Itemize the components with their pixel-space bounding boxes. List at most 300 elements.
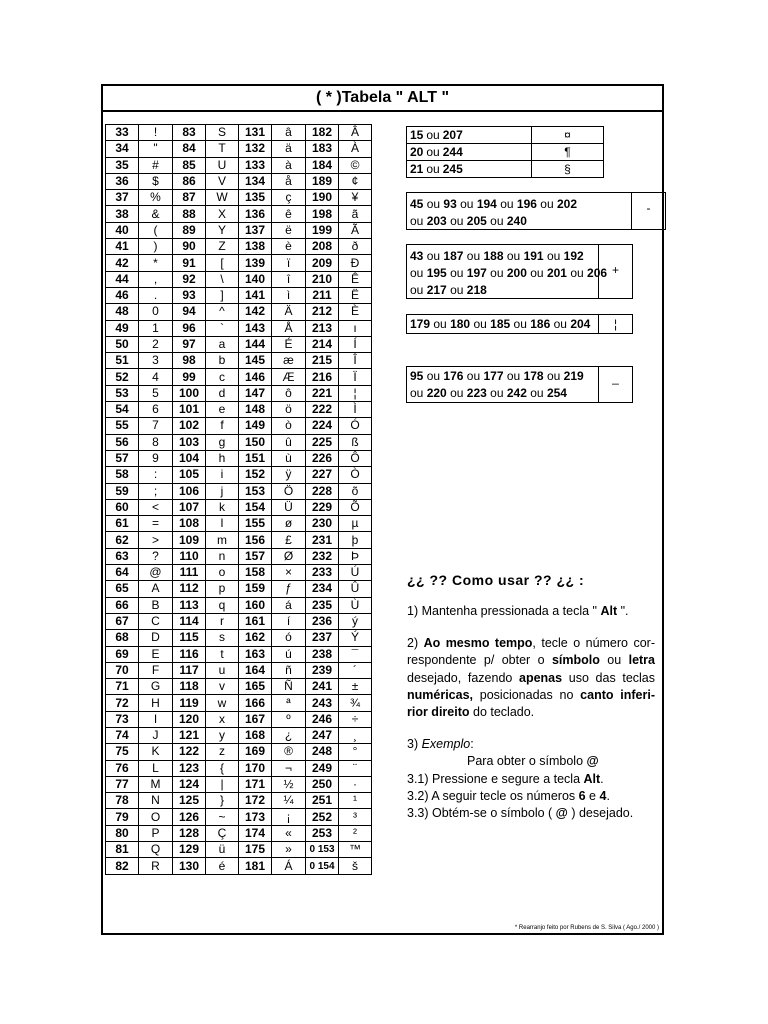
- alt-symbol: r: [206, 613, 239, 629]
- alt-code: 212: [306, 304, 339, 320]
- alt-codes: 15 ou 207: [407, 127, 532, 144]
- alt-code: 213: [306, 320, 339, 336]
- table-row: [106, 613, 372, 629]
- step-1: 1) Mantenha pressionada a tecla " Alt ".: [407, 604, 629, 619]
- alt-code: 150: [239, 434, 272, 450]
- alt-symbol: »: [272, 842, 306, 858]
- alt-symbol: F: [139, 662, 173, 678]
- alt-symbol: ^: [206, 304, 239, 320]
- alt-code: 251: [306, 793, 339, 809]
- alt-symbol: é: [206, 858, 239, 874]
- alt-symbol: e: [206, 402, 239, 418]
- step-2: 2) Ao mesmo tempo, tecle o número cor-respondente p/ obter o símbolo ou letra desejado, fazendo apenas uso das teclas numéricas, posicionadas no canto inferi-rior direito do teclado.: [407, 635, 655, 720]
- alt-symbol: d: [206, 385, 239, 401]
- alt-code: 247: [306, 727, 339, 743]
- alt-symbol: b: [206, 353, 239, 369]
- alt-symbol: G: [139, 679, 173, 695]
- table-row: [106, 727, 372, 743]
- alt-code: 214: [306, 336, 339, 352]
- alt-symbol: ;: [139, 483, 173, 499]
- alt-code: 174: [239, 825, 272, 841]
- alt-code: 111: [173, 565, 206, 581]
- alt-code: 208: [306, 239, 339, 255]
- alt-code: 165: [239, 679, 272, 695]
- alt-code: 221: [306, 385, 339, 401]
- alt-symbol: ¾: [339, 695, 372, 711]
- alt-code: 210: [306, 271, 339, 287]
- alt-symbol: j: [206, 483, 239, 499]
- table-row: [106, 483, 372, 499]
- alt-code: 75: [106, 744, 139, 760]
- alt-code: 65: [106, 581, 139, 597]
- table-row: [106, 336, 372, 352]
- alt-code: 248: [306, 744, 339, 760]
- alt-code: 143: [239, 320, 272, 336]
- alt-symbol: ÿ: [272, 467, 306, 483]
- alt-code: 73: [106, 711, 139, 727]
- alt-code: 155: [239, 516, 272, 532]
- table-row: [106, 173, 372, 189]
- alt-code: 125: [173, 793, 206, 809]
- alt-code: 77: [106, 776, 139, 792]
- alt-code: 250: [306, 776, 339, 792]
- alt-code: 226: [306, 450, 339, 466]
- alt-code: 164: [239, 662, 272, 678]
- alt-symbol: ý: [339, 613, 372, 629]
- alt-symbol: É: [272, 336, 306, 352]
- codes-line: 95 ou 176 ou 177 ou 178 ou 219: [410, 369, 584, 383]
- alt-code: 139: [239, 255, 272, 271]
- alt-code: 64: [106, 565, 139, 581]
- alt-symbol: Ð: [339, 255, 372, 271]
- group-box-minus: [406, 192, 666, 230]
- alt-code: 49: [106, 320, 139, 336]
- alt-symbol: ¿: [272, 727, 306, 743]
- alt-code: 140: [239, 271, 272, 287]
- step-3-3: 3.3) Obtém-se o símbolo ( @ ) desejado.: [407, 806, 634, 821]
- alt-code: 76: [106, 760, 139, 776]
- group-box-pipe: [406, 314, 633, 334]
- alt-symbol: &: [139, 206, 173, 222]
- alt-code: 131: [239, 125, 272, 141]
- alt-symbol: W: [206, 190, 239, 206]
- alt-symbol: V: [206, 173, 239, 189]
- alt-code: 115: [173, 630, 206, 646]
- alt-code: 152: [239, 467, 272, 483]
- alt-symbol: à: [272, 157, 306, 173]
- alt-code: 229: [306, 499, 339, 515]
- alt-code: 235: [306, 597, 339, 613]
- alt-code: 42: [106, 255, 139, 271]
- alt-code: 54: [106, 402, 139, 418]
- alt-code: 160: [239, 597, 272, 613]
- alt-symbol: Þ: [339, 548, 372, 564]
- alt-symbol: U: [206, 157, 239, 173]
- alt-symbol: I: [139, 711, 173, 727]
- alt-symbol: (: [139, 222, 173, 238]
- alt-symbol: ó: [272, 630, 306, 646]
- alt-code: 135: [239, 190, 272, 206]
- alt-code: 121: [173, 727, 206, 743]
- alt-symbol: s: [206, 630, 239, 646]
- alt-symbol: ~: [206, 809, 239, 825]
- alt-symbol: i: [206, 467, 239, 483]
- alt-symbol: H: [139, 695, 173, 711]
- alt-symbol: ß: [339, 434, 372, 450]
- alt-symbol: `: [206, 320, 239, 336]
- group-symbol: +: [598, 245, 632, 298]
- alt-symbol: n: [206, 548, 239, 564]
- table-row: [106, 516, 372, 532]
- step-3-2: 3.2) A seguir tecle os números 6 e 4.: [407, 789, 610, 804]
- alt-code: 34: [106, 141, 139, 157]
- alt-code: 148: [239, 402, 272, 418]
- alt-symbol: >: [139, 532, 173, 548]
- alt-symbol: *: [139, 255, 173, 271]
- table-row: [106, 467, 372, 483]
- alt-code: 53: [106, 385, 139, 401]
- alt-code: 114: [173, 613, 206, 629]
- table-row: [407, 144, 604, 161]
- alt-code: 57: [106, 450, 139, 466]
- alt-symbol: x: [206, 711, 239, 727]
- alt-symbol: ë: [272, 222, 306, 238]
- alt-code: 108: [173, 516, 206, 532]
- alt-symbol: @: [139, 565, 173, 581]
- alt-symbol: š: [339, 858, 372, 874]
- alt-code: 92: [173, 271, 206, 287]
- alt-code: 104: [173, 450, 206, 466]
- alt-symbol: á: [272, 597, 306, 613]
- alt-code: 232: [306, 548, 339, 564]
- alt-code: 113: [173, 597, 206, 613]
- alt-symbol: ¯: [339, 646, 372, 662]
- alt-code: 182: [306, 125, 339, 141]
- alt-code: 142: [239, 304, 272, 320]
- alt-symbol: O: [139, 809, 173, 825]
- alt-symbol: w: [206, 695, 239, 711]
- alt-symbol: Ç: [206, 825, 239, 841]
- alt-code: 96: [173, 320, 206, 336]
- alt-symbol: Å: [272, 320, 306, 336]
- alt-symbol: $: [139, 173, 173, 189]
- alt-symbol: ¨: [339, 760, 372, 776]
- alt-code: 55: [106, 418, 139, 434]
- alt-code: 61: [106, 516, 139, 532]
- alt-symbol: Æ: [272, 369, 306, 385]
- alt-code: 132: [239, 141, 272, 157]
- group-codes: [407, 365, 587, 405]
- alt-symbol: §: [532, 161, 604, 178]
- alt-symbol: ü: [206, 842, 239, 858]
- alt-symbol: ,: [139, 271, 173, 287]
- codes-line: ou 195 ou 197 ou 200 ou 201 ou 206: [410, 266, 608, 280]
- alt-code: 253: [306, 825, 339, 841]
- alt-code: 222: [306, 402, 339, 418]
- alt-symbol: c: [206, 369, 239, 385]
- table-row: [106, 402, 372, 418]
- codes-line: ou 220 ou 223 ou 242 ou 254: [410, 386, 567, 400]
- alt-symbol: Ü: [272, 499, 306, 515]
- alt-codes: 21 ou 245: [407, 161, 532, 178]
- alt-symbol: ã: [339, 206, 372, 222]
- alt-symbol: 0: [139, 304, 173, 320]
- alt-symbol: R: [139, 858, 173, 874]
- alt-code: 252: [306, 809, 339, 825]
- instructions-heading: ¿¿ ?? Como usar ?? ¿¿ :: [407, 572, 585, 588]
- alt-symbol: #: [139, 157, 173, 173]
- alt-symbol: 5: [139, 385, 173, 401]
- alt-symbol: £: [272, 532, 306, 548]
- alt-symbol: q: [206, 597, 239, 613]
- alt-codes: 20 ou 244: [407, 144, 532, 161]
- alt-symbol: Ö: [272, 483, 306, 499]
- alt-symbol: ©: [339, 157, 372, 173]
- alt-symbol: Í: [339, 336, 372, 352]
- alt-code: 0 154: [306, 858, 339, 874]
- alt-code: 198: [306, 206, 339, 222]
- alt-code: 144: [239, 336, 272, 352]
- table-row: [106, 776, 372, 792]
- table-row: [106, 157, 372, 173]
- alt-symbol: ?: [139, 548, 173, 564]
- page-frame: [101, 84, 664, 935]
- alt-symbol: <: [139, 499, 173, 515]
- alt-symbol: t: [206, 646, 239, 662]
- alt-code: 117: [173, 662, 206, 678]
- table-row: [106, 499, 372, 515]
- table-row: [106, 141, 372, 157]
- alt-symbol: º: [272, 711, 306, 727]
- alt-code: 88: [173, 206, 206, 222]
- alt-code: 87: [173, 190, 206, 206]
- alt-symbol: ð: [339, 239, 372, 255]
- alt-symbol: ±: [339, 679, 372, 695]
- alt-symbol: z: [206, 744, 239, 760]
- alt-symbol: ¬: [272, 760, 306, 776]
- alt-code-table: [105, 124, 372, 875]
- table-row: [106, 711, 372, 727]
- table-row: [106, 597, 372, 613]
- alt-symbol: Ò: [339, 467, 372, 483]
- alt-symbol: ™: [339, 842, 372, 858]
- alt-symbol: Y: [206, 222, 239, 238]
- alt-symbol: D: [139, 630, 173, 646]
- alt-code: 89: [173, 222, 206, 238]
- alt-symbol: J: [139, 727, 173, 743]
- table-row: [106, 222, 372, 238]
- alt-code: 69: [106, 646, 139, 662]
- alt-code: 68: [106, 630, 139, 646]
- alt-code: 86: [173, 173, 206, 189]
- table-row: [106, 793, 372, 809]
- alt-symbol: Î: [339, 353, 372, 369]
- alt-symbol: p: [206, 581, 239, 597]
- table-row: [106, 418, 372, 434]
- alt-code: 81: [106, 842, 139, 858]
- alt-symbol: 1: [139, 320, 173, 336]
- alt-symbol: õ: [339, 483, 372, 499]
- table-row: [106, 320, 372, 336]
- alt-code: 141: [239, 287, 272, 303]
- alt-symbol: L: [139, 760, 173, 776]
- alt-symbol: Á: [272, 858, 306, 874]
- alt-symbol: ¢: [339, 173, 372, 189]
- table-row: [106, 206, 372, 222]
- alt-symbol: ½: [272, 776, 306, 792]
- alt-symbol: Ó: [339, 418, 372, 434]
- instructions: [407, 572, 655, 823]
- alt-code: 128: [173, 825, 206, 841]
- alt-symbol: M: [139, 776, 173, 792]
- alt-code: 151: [239, 450, 272, 466]
- alt-code: 84: [173, 141, 206, 157]
- alt-code: 122: [173, 744, 206, 760]
- alt-code: 147: [239, 385, 272, 401]
- alt-code: 239: [306, 662, 339, 678]
- table-row: [407, 161, 604, 178]
- alt-code: 33: [106, 125, 139, 141]
- table-row: [106, 450, 372, 466]
- alt-code: 227: [306, 467, 339, 483]
- step-3-1: 3.1) Pressione e segure a tecla Alt.: [407, 771, 604, 786]
- alt-symbol: Ñ: [272, 679, 306, 695]
- alt-code: 216: [306, 369, 339, 385]
- alt-code: 62: [106, 532, 139, 548]
- table-row: [106, 353, 372, 369]
- alt-symbol: «: [272, 825, 306, 841]
- alt-code: 35: [106, 157, 139, 173]
- alt-code: 0 153: [306, 842, 339, 858]
- alt-symbol: K: [139, 744, 173, 760]
- alt-symbol: â: [272, 125, 306, 141]
- alt-code: 78: [106, 793, 139, 809]
- alt-code: 170: [239, 760, 272, 776]
- alt-symbol: ƒ: [272, 581, 306, 597]
- alt-symbol: E: [139, 646, 173, 662]
- alt-code: 209: [306, 255, 339, 271]
- alt-symbol: ÷: [339, 711, 372, 727]
- alt-symbol: m: [206, 532, 239, 548]
- alt-code: 130: [173, 858, 206, 874]
- alt-code: 120: [173, 711, 206, 727]
- alt-symbol: Ú: [339, 565, 372, 581]
- alt-symbol: Ã: [339, 222, 372, 238]
- alt-symbol: ¡: [272, 809, 306, 825]
- alt-code: 38: [106, 206, 139, 222]
- alt-symbol: ¤: [532, 127, 604, 144]
- alt-code: 237: [306, 630, 339, 646]
- table-row: [106, 825, 372, 841]
- alt-symbol: X: [206, 206, 239, 222]
- step-3: 3) Exemplo:: [407, 736, 474, 751]
- alt-code: 136: [239, 206, 272, 222]
- table-row: [106, 434, 372, 450]
- group-codes: [407, 245, 610, 302]
- alt-symbol: }: [206, 793, 239, 809]
- alt-code: 123: [173, 760, 206, 776]
- alt-symbol: [: [206, 255, 239, 271]
- alt-symbol: ¹: [339, 793, 372, 809]
- table-row: [106, 532, 372, 548]
- alt-code: 102: [173, 418, 206, 434]
- alt-symbol: l: [206, 516, 239, 532]
- alt-code: 98: [173, 353, 206, 369]
- alt-symbol: Û: [339, 581, 372, 597]
- alt-symbol: ê: [272, 206, 306, 222]
- alt-code: 173: [239, 809, 272, 825]
- alt-symbol: !: [139, 125, 173, 141]
- alt-code: 90: [173, 239, 206, 255]
- alt-symbol: ù: [272, 450, 306, 466]
- alt-symbol: Ê: [339, 271, 372, 287]
- alt-symbol: È: [339, 304, 372, 320]
- alt-symbol: f: [206, 418, 239, 434]
- alt-symbol: ·: [339, 776, 372, 792]
- alt-code: 36: [106, 173, 139, 189]
- alt-symbol: ô: [272, 385, 306, 401]
- alt-symbol: æ: [272, 353, 306, 369]
- alt-code: 190: [306, 190, 339, 206]
- alt-code: 166: [239, 695, 272, 711]
- alt-symbol: µ: [339, 516, 372, 532]
- alt-symbol: Ì: [339, 402, 372, 418]
- alt-code: 243: [306, 695, 339, 711]
- credit-note: * Rearranjo feito por Rubens de S. Silva ( Ago./ 2000 ): [514, 925, 659, 931]
- table-row: [106, 125, 372, 141]
- alt-symbol: ı: [339, 320, 372, 336]
- alt-code: 133: [239, 157, 272, 173]
- alt-symbol: ï: [272, 255, 306, 271]
- alt-code: 146: [239, 369, 272, 385]
- alt-code: 51: [106, 353, 139, 369]
- alt-symbol: \: [206, 271, 239, 287]
- group-symbol: -: [631, 193, 665, 229]
- group-codes: [407, 313, 593, 336]
- alt-symbol: Â: [339, 125, 372, 141]
- alt-symbol: û: [272, 434, 306, 450]
- table-row: [106, 809, 372, 825]
- table-row: [106, 548, 372, 564]
- table-row: [106, 287, 372, 303]
- alt-symbol: þ: [339, 532, 372, 548]
- alt-symbol: Õ: [339, 499, 372, 515]
- alt-symbol: À: [339, 141, 372, 157]
- alt-symbol: h: [206, 450, 239, 466]
- alt-symbol: {: [206, 760, 239, 776]
- alt-symbol: ¶: [532, 144, 604, 161]
- alt-symbol: ú: [272, 646, 306, 662]
- alt-symbol: ò: [272, 418, 306, 434]
- alt-symbol: =: [139, 516, 173, 532]
- alt-code: 107: [173, 499, 206, 515]
- alt-code: 153: [239, 483, 272, 499]
- alt-code: 60: [106, 499, 139, 515]
- alt-code: 52: [106, 369, 139, 385]
- alt-code: 156: [239, 532, 272, 548]
- alt-code: 56: [106, 434, 139, 450]
- alt-code: 137: [239, 222, 272, 238]
- table-row: [106, 630, 372, 646]
- codes-line: 45 ou 93 ou 194 ou 196 ou 202: [410, 197, 577, 211]
- alt-code: 134: [239, 173, 272, 189]
- group-box-underscore: [406, 366, 633, 403]
- alt-code: 181: [239, 858, 272, 874]
- alt-symbol: o: [206, 565, 239, 581]
- alt-code: 149: [239, 418, 272, 434]
- codes-line: ou 203 ou 205 ou 240: [410, 214, 527, 228]
- alt-symbol: .: [139, 287, 173, 303]
